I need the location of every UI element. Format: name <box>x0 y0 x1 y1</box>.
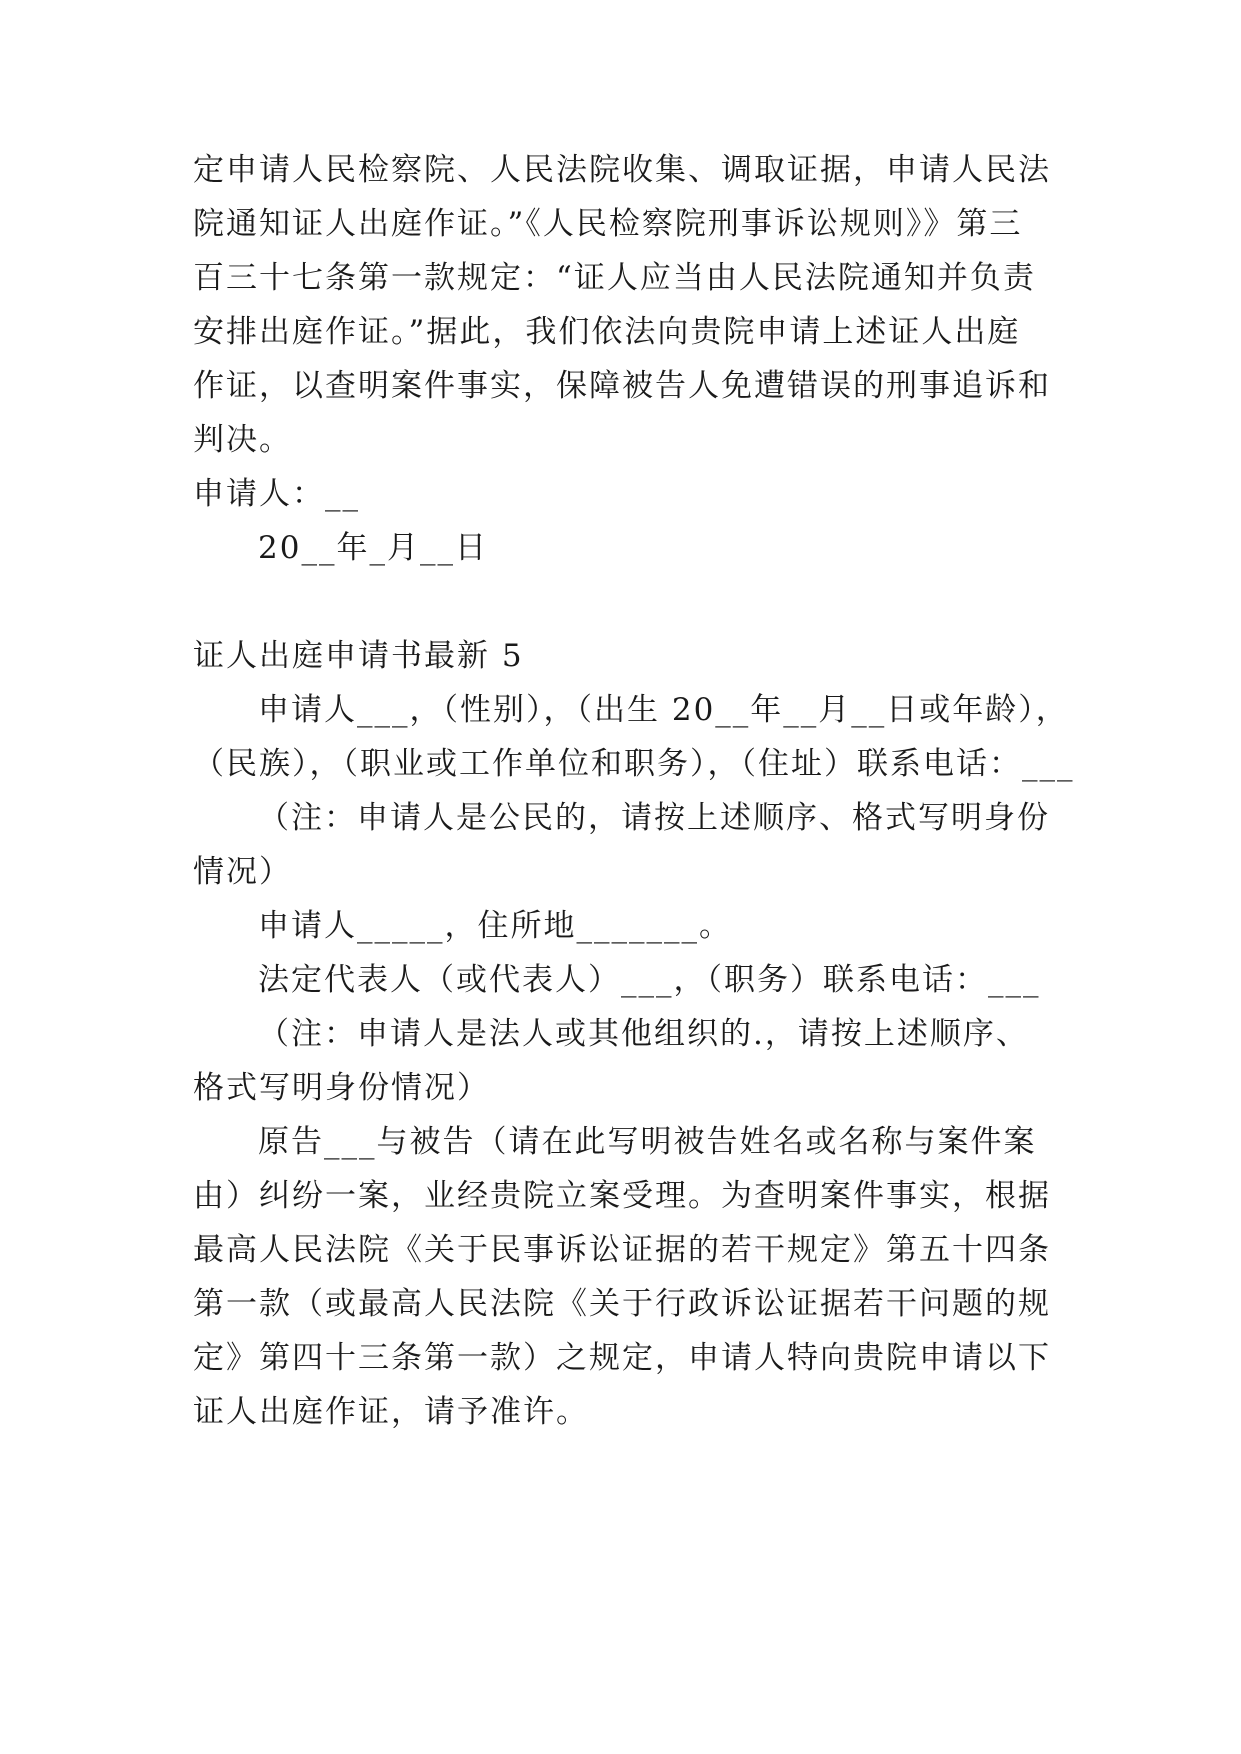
date-line: 20__年_月__日 <box>258 530 488 566</box>
paragraph-line: 格式写明身份情况） <box>193 1070 490 1106</box>
section-title: 证人出庭申请书最新 5 <box>193 638 524 674</box>
paragraph-line: 安排出庭作证。”据此，我们依法向贵院申请上述证人出庭 <box>193 314 1021 350</box>
paragraph-line: （注：申请人是法人或其他组织的.，请按上述顺序、 <box>258 1016 1029 1052</box>
applicant-signature-line: 申请人：__ <box>193 476 360 512</box>
paragraph-line: 证人出庭作证，请予准许。 <box>193 1394 589 1430</box>
paragraph-line: 院通知证人出庭作证。”《人民检察院刑事诉讼规则》》第三 <box>193 206 1023 242</box>
paragraph-line: 判决。 <box>193 422 292 458</box>
paragraph-line: 第一款（或最高人民法院《关于行政诉讼证据若干问题的规 <box>193 1286 1051 1322</box>
paragraph-line: 原告___与被告（请在此写明被告姓名或名称与案件案 <box>258 1124 1037 1160</box>
paragraph-line: （民族），（职业或工作单位和职务），（住址）联系电话：___ <box>193 746 1075 782</box>
paragraph-line: 申请人_____，住所地_______。 <box>258 908 732 944</box>
paragraph-line: 定申请人民检察院、人民法院收集、调取证据，申请人民法 <box>193 152 1051 188</box>
paragraph-line: 由）纠纷一案，业经贵院立案受理。为查明案件事实，根据 <box>193 1178 1051 1214</box>
paragraph-line: （注：申请人是公民的，请按上述顺序、格式写明身份 <box>258 800 1050 836</box>
paragraph-line: 法定代表人（或代表人）___，（职务）联系电话：___ <box>258 962 1041 998</box>
paragraph-line: 申请人___，（性别），（出生 20__年__月__日或年龄）， <box>258 692 1069 728</box>
paragraph-line: 最高人民法院《关于民事诉讼证据的若干规定》第五十四条 <box>193 1232 1051 1268</box>
paragraph-line: 作证，以查明案件事实，保障被告人免遭错误的刑事追诉和 <box>193 368 1051 404</box>
paragraph-line: 百三十七条第一款规定：“证人应当由人民法院通知并负责 <box>193 260 1036 296</box>
paragraph-line: 定》第四十三条第一款）之规定，申请人特向贵院申请以下 <box>193 1340 1051 1376</box>
paragraph-line: 情况） <box>193 854 292 890</box>
